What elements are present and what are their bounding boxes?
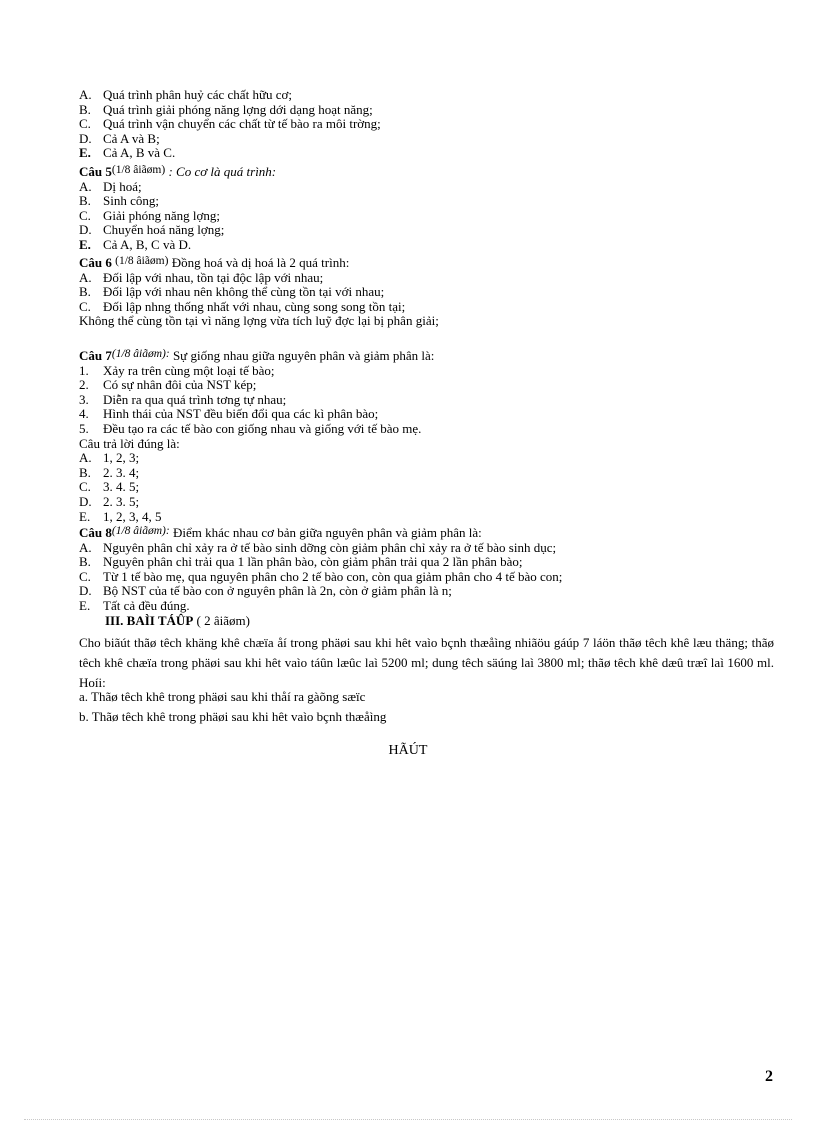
option-d: D. Cả A và B; — [79, 130, 160, 146]
option-a: A. Dị hoá; — [79, 178, 142, 194]
option-c: C. Từ 1 tế bào mẹ, qua nguyên phân cho 2 tế bào con, còn qua giảm phân cho 4 tế bào con; — [79, 568, 563, 584]
option-c: C. Đối lập nhng thống nhất với nhau, cùng song song tồn tại; — [79, 298, 406, 314]
page-divider — [24, 1119, 792, 1120]
exercise-part-b: b. Thãø têch khê trong phäøi sau khi hêt vaìo bçnh thæåìng — [79, 709, 387, 724]
option-c: C. Quá trình vận chuyển các chất từ tế bào ra môi trờng; — [79, 116, 381, 132]
option-e: E. 1, 2, 3, 4, 5 — [79, 508, 162, 524]
end-marker: HÃÚT — [388, 743, 428, 758]
question-6-heading: Câu 6 (1/8 âiãøm) Đồng hoá và dị hoá là 2 quá trình: — [79, 255, 350, 270]
option-d: D. Chuyển hoá năng lợng; — [79, 222, 225, 238]
option-a: A. Đối lập với nhau, tồn tại độc lập với nhau; — [79, 269, 324, 285]
question-6 — [79, 254, 779, 329]
option-e: E. Cả A, B, C và D. — [79, 236, 192, 252]
question-7-heading: Câu 7(1/8 âiãøm): Sự giống nhau giữa nguyên phân và giảm phân là: — [79, 348, 435, 363]
exercise-heading: III. BAÌI TÁÛP ( 2 âiãøm) — [105, 613, 250, 628]
question-7 — [79, 347, 779, 524]
question-8-heading: Câu 8(1/8 âiãøm): Điểm khác nhau cơ bản giữa nguyên phân và giảm phân là: — [79, 525, 482, 540]
option-d: D. Bộ NST của tế bào con ở nguyên phân là 2n, còn ở giảm phân là n; — [79, 583, 452, 599]
statement-4: 4. Hình thái của NST đều biến đổi qua các kì phân bào; — [79, 406, 379, 422]
option-b: B. Nguyên phân chỉ trải qua 1 lần phân bào, còn giảm phân trải qua 2 lần phân bào; — [79, 554, 523, 570]
option-b: B. Đối lập với nhau nên không thể cùng tồn tại với nhau; — [79, 284, 385, 300]
page-number: 2 — [765, 1068, 773, 1085]
answer-prompt: Câu trả lời đúng là: — [79, 435, 180, 451]
statement-5: 5. Đều tạo ra các tế bào con giống nhau và giống với tế bào mẹ. — [79, 420, 422, 436]
statement-2: 2. Có sự nhân đôi của NST kép; — [79, 377, 257, 393]
option-a: A. 1, 2, 3; — [79, 450, 140, 466]
option-c: C. Giải phóng năng lợng; — [79, 207, 220, 223]
question-4-options — [79, 88, 779, 161]
question-5 — [79, 163, 779, 253]
option-b: B. Sinh công; — [79, 193, 159, 209]
option-a: A. Quá trình phân huỷ các chất hữu cơ; — [79, 87, 292, 102]
option-b: B. 2. 3. 4; — [79, 464, 140, 480]
option-c: C. 3. 4. 5; — [79, 479, 140, 495]
option-extra: Không thể cùng tồn tại vì năng lợng vừa tích luỹ đợc lại bị phân giải; — [79, 313, 439, 329]
statement-3: 3. Diễn ra qua quá trình tơng tự nhau; — [79, 391, 287, 407]
option-a: A. Nguyên phân chỉ xảy ra ở tế bào sinh dỡng còn giảm phân chỉ xảy ra ở tế bào sinh dục; — [79, 539, 557, 555]
option-b: B. Quá trình giải phóng năng lợng dới dạng hoạt năng; — [79, 101, 373, 117]
option-d: D. 2. 3. 5; — [79, 493, 140, 509]
exercise-part-a: a. Thãø têch khê trong phäøi sau khi thåí ra gàõng sæïc — [79, 689, 366, 704]
question-8 — [79, 524, 779, 614]
option-e: E. Cả A, B và C. — [79, 145, 176, 161]
option-e: E. Tất cả đều đúng. — [79, 597, 190, 613]
question-5-heading: Câu 5(1/8 âiãøm) : Co cơ là quá trình: — [79, 164, 277, 179]
statement-1: 1. Xảy ra trên cùng một loại tế bào; — [79, 362, 275, 378]
exercise-paragraph: Cho biãút thãø têch khäng khê chæïa åí trong phäøi sau khi hêt vaìo bçnh thæåìng nhiãöu gáúp 7 láön thãø têch khê læu thäng; thãø têch khê chæïa trong phäøi sau khi hêt vaìo táûn læûc laì 5200 ml; dung têch säúng laì 3800 ml; thãø têch khê dæû træî laì 1600 ml. Hoíi: — [79, 635, 774, 690]
